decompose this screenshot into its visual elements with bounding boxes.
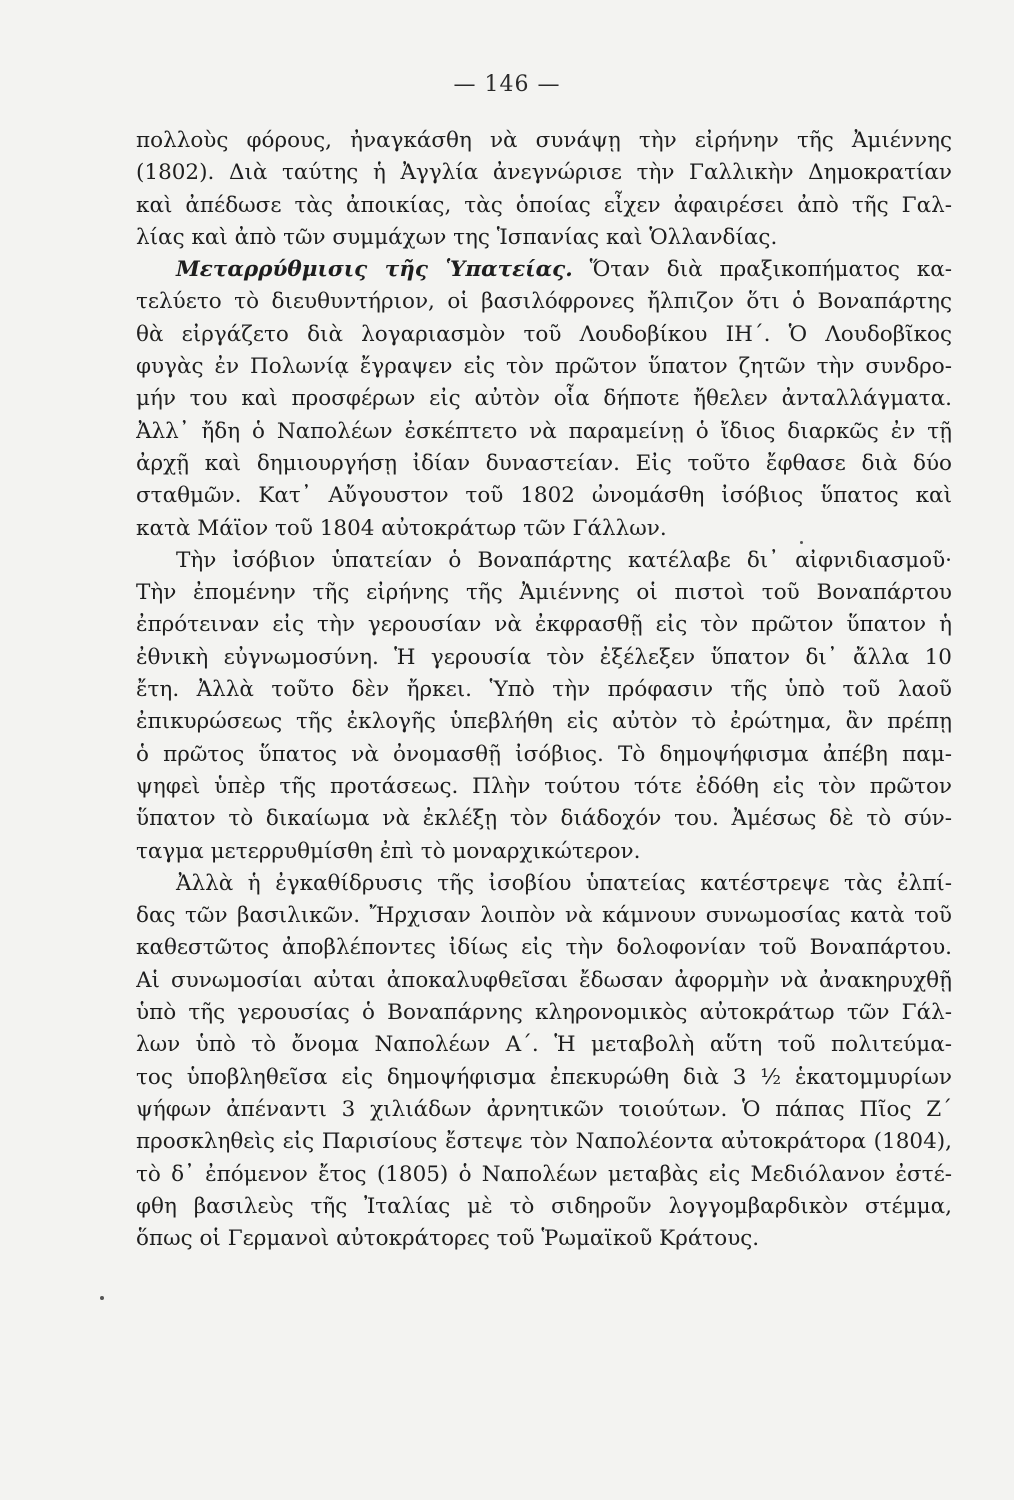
page-number: — 146 — [453, 72, 561, 97]
line-text: ψήφων ἀπέναντι 3 χιλιάδων ἀρνητικῶν τοιούτων. Ὁ πάπας Πῖος Ζ΄ [136, 1096, 952, 1122]
line-text: φυγὰς ἐν Πολωνίᾳ ἔγραψεν εἰς τὸν πρῶτον ὕπατον ζητῶν τὴν συνδρο- [136, 354, 952, 380]
print-speck [100, 1296, 104, 1300]
line-text: Ὅταν διὰ πραξικοπήματος κα- [572, 257, 952, 283]
line-text: ταγμα μετερρυθμίσθη ἐπὶ τὸ μοναρχικώτερον. [136, 838, 641, 864]
line-text: ὅπως οἱ Γερμανοὶ αὐτοκράτορες τοῦ Ῥωμαϊκοῦ Κράτους. [136, 1226, 760, 1252]
text-line [136, 997, 952, 1029]
text-line [136, 416, 952, 448]
line-text: λων ὑπὸ τὸ ὄνομα Ναπολέων Α΄. Ἡ μεταβολὴ αὕτη τοῦ πολιτεύμα- [136, 1032, 952, 1058]
line-text: ὁ πρῶτος ὕπατος νὰ ὀνομασθῇ ἰσόβιος. Τὸ δημοψήφισμα ἀπέβη παμ- [136, 741, 952, 767]
line-text: καθεστῶτος ἀποβλέποντες ἰδίως εἰς τὴν δολοφονίαν τοῦ Βοναπάρτου. [136, 935, 952, 961]
text-line [136, 157, 952, 189]
text-line [136, 1062, 952, 1094]
text-line [136, 351, 952, 383]
text-line [136, 1191, 952, 1223]
text-line [136, 545, 952, 577]
text-line [136, 190, 952, 222]
text-line [136, 771, 952, 803]
text-line [136, 125, 952, 157]
text-line [136, 383, 952, 415]
line-text: ἐπρότειναν εἰς τὴν γερουσίαν νὰ ἐκφρασθῇ εἰς τὸν πρῶτον ὕπατον ἡ [136, 612, 952, 638]
text-line [136, 1223, 952, 1255]
line-text: καὶ ἀπέδωσε τὰς ἀποικίας, τὰς ὁποίας εἶχεν ἀφαιρέσει ἀπὸ τῆς Γαλ- [136, 192, 952, 218]
line-text: δας τῶν βασιλικῶν. Ἤρχισαν λοιπὸν νὰ κάμνουν συνωμοσίας κατὰ τοῦ [136, 903, 952, 929]
line-text: ἔτη. Ἀλλὰ τοῦτο δὲν ἤρκει. Ὑπὸ τὴν πρόφασιν τῆς ὑπὸ τοῦ λαοῦ [136, 677, 952, 703]
text-line [136, 222, 952, 254]
line-text: ἐθνικὴ εὐγνωμοσύνη. Ἡ γερουσία τὸν ἐξέλεξεν ὕπατον δι᾽ ἄλλα 10 [136, 644, 952, 670]
text-line [136, 1159, 952, 1191]
text-line [136, 319, 952, 351]
text-line [136, 706, 952, 738]
line-text: (1802). Διὰ ταύτης ἡ Ἀγγλία ἀνεγνώρισε τὴν Γαλλικὴν Δημοκρατίαν [136, 160, 952, 186]
line-text: λίας καὶ ἀπὸ τῶν συμμάχων της Ἱσπανίας καὶ Ὁλλανδίας. [136, 224, 778, 250]
line-text: μήν του καὶ προσφέρων εἰς αὐτὸν οἷα δήποτε ἤθελεν ἀνταλλάγματα. [136, 386, 952, 412]
line-text: κατὰ Μάϊον τοῦ 1804 αὐτοκράτωρ τῶν Γάλλων. [136, 515, 667, 541]
line-text: ἀρχῇ καὶ δημιουργήσῃ ἰδίαν δυναστείαν. Εἰς τοῦτο ἔφθασε διὰ δύο [136, 450, 952, 476]
line-text: σταθμῶν. Κατ᾽ Αὔγουστον τοῦ 1802 ὠνομάσθη ἰσόβιος ὕπατος καὶ [136, 483, 952, 509]
line-text: προσκληθεὶς εἰς Παρισίους ἔστεψε τὸν Ναπολέοντα αὐτοκράτορα (1804), [136, 1129, 952, 1155]
text-line [136, 868, 952, 900]
text-line [136, 1094, 952, 1126]
text-line [136, 674, 952, 706]
text-line [136, 577, 952, 609]
text-line [136, 900, 952, 932]
line-text: Αἱ συνωμοσίαι αὐται ἀποκαλυφθεῖσαι ἔδωσαν ἀφορμὴν νὰ ἀνακηρυχθῇ [136, 967, 952, 993]
text-line [136, 448, 952, 480]
line-text: τος ὑποβληθεῖσα εἰς δημοψήφισμα ἐπεκυρώθη διὰ 3 ½ ἑκατομμυρίων [136, 1064, 952, 1090]
text-line [136, 609, 952, 641]
text-line [136, 642, 952, 674]
text-line [136, 803, 952, 835]
print-speck [800, 541, 803, 544]
line-text: ὑπὸ τῆς γερουσίας ὁ Βοναπάρνης κληρονομικὸς αὐτοκράτωρ τῶν Γάλ- [136, 1000, 952, 1026]
section-heading-line [136, 254, 952, 286]
text-line [136, 513, 952, 545]
line-text: φθη βασιλεὺς τῆς Ἰταλίας μὲ τὸ σιδηροῦν λογγομβαρδικὸν στέμμα, [136, 1193, 952, 1219]
text-line [136, 965, 952, 997]
line-text: θὰ εἰργάζετο διὰ λογαριασμὸν τοῦ Λουδοβίκου ΙΗ΄. Ὁ Λουδοβῖκος [136, 321, 952, 347]
line-text: τὸ δ᾽ ἐπόμενον ἔτος (1805) ὁ Ναπολέων μεταβὰς εἰς Μεδιόλανον ἐστέ- [136, 1161, 952, 1187]
section-heading: Μεταρρύθμισις τῆς Ὑπατείας. [176, 257, 573, 283]
page-body-text [136, 125, 952, 1255]
text-line [136, 286, 952, 318]
text-line [136, 932, 952, 964]
text-line [136, 739, 952, 771]
line-text: Τὴν ἐπομένην τῆς εἰρήνης τῆς Ἀμιέννης οἱ πιστοὶ τοῦ Βοναπάρτου [136, 580, 952, 606]
text-line [136, 1126, 952, 1158]
line-text: ψηφεὶ ὑπὲρ τῆς προτάσεως. Πλὴν τούτου τότε ἐδόθη εἰς τὸν πρῶτον [136, 773, 952, 799]
line-text: πολλοὺς φόρους, ἠναγκάσθη νὰ συνάψῃ τὴν εἰρήνην τῆς Ἀμιέννης [136, 128, 952, 153]
line-text: Τὴν ἰσόβιον ὑπατείαν ὁ Βοναπάρτης κατέλαβε δι᾽ αἰφνιδιασμοῦ· [176, 547, 952, 573]
line-text: ὕπατον τὸ δικαίωμα νὰ ἐκλέξῃ τὸν διάδοχόν του. Ἀμέσως δὲ τὸ σύν- [136, 806, 952, 832]
line-text: τελύετο τὸ διευθυντήριον, οἱ βασιλόφρονες ἤλπιζον ὅτι ὁ Βοναπάρτης [136, 289, 952, 315]
text-line [136, 1029, 952, 1061]
line-text: ἐπικυρώσεως τῆς ἐκλογῆς ὑπεβλήθη εἰς αὐτὸν τὸ ἐρώτημα, ἂν πρέπῃ [136, 709, 952, 735]
text-line [136, 836, 952, 868]
line-text: Ἀλλὰ ἡ ἐγκαθίδρυσις τῆς ἰσοβίου ὑπατείας κατέστρεψε τὰς ἐλπί- [176, 870, 952, 896]
text-line [136, 480, 952, 512]
line-text: Ἀλλ᾽ ἤδη ὁ Ναπολέων ἐσκέπτετο νὰ παραμείνῃ ὁ ἴδιος διαρκῶς ἐν τῇ [136, 418, 952, 444]
